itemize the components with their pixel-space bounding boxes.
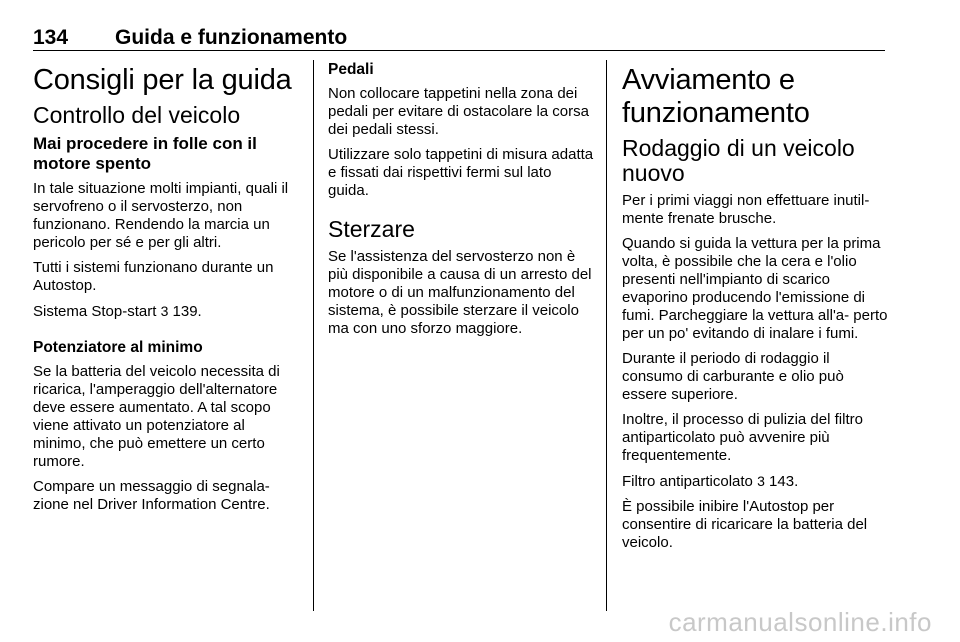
paragraph: Inoltre, il processo di pulizia del filtro antiparticolato può avvenire più frequentemente. — [622, 411, 863, 464]
column-1 — [33, 60, 301, 521]
paragraph: In tale situazione molti impianti, quali il servofreno o il servosterzo, non funzionano. Rendendo la marcia un pericolo per sé e per gli altri. — [33, 180, 289, 251]
paragraph: Non collocare tappetini nella zona dei pedali per evitare di ostacolare la corsa dei pedali stessi. — [328, 85, 589, 138]
reference-text: Sistema Stop-start — [33, 303, 157, 320]
page-ref-arrow-icon: 3 — [757, 473, 765, 489]
reference-page[interactable]: 143. — [769, 473, 799, 490]
watermark: carmanualsonline.info — [668, 607, 932, 637]
paragraph: Se l'assistenza del servosterzo non è più disponibile a causa di un arresto del motore o di un malfunzionamento del sistema, è possibile sterzare il veicolo ma con uno sforzo maggiore. — [328, 248, 592, 337]
paragraph: È possibile inibire l'Autostop per consentire di ricaricare la batteria del veicolo. — [622, 498, 868, 551]
paragraph: Tutti i sistemi funzionano durante un Autostop. — [33, 259, 274, 294]
page-header — [33, 24, 885, 51]
paragraph: Quando si guida la vettura per la prima volta, è possibile che la cera e l'olio presenti nell'impianto di scarico evaporino producendo l'emissione di fumi. Parcheggiare la vettura all'a‐ perto per un po' evitando di inalare i fumi. — [622, 235, 888, 342]
running-title: Guida e funzionamento — [115, 26, 348, 49]
section-title: Consigli per la guida — [33, 64, 292, 96]
topic-heading: Mai procedere in folle con il motore spento — [33, 134, 257, 173]
reference-text: Filtro antiparticolato — [622, 473, 753, 490]
subsection-title: Rodaggio di un veicolo nuovo — [622, 135, 855, 186]
cross-reference — [622, 472, 890, 491]
subsection-title: Controllo del veicolo — [33, 102, 241, 128]
column-2 — [328, 60, 596, 345]
page-number: 134 — [33, 26, 69, 49]
paragraph: Compare un messaggio di segnala‐ zione nel Driver Information Centre. — [33, 478, 270, 513]
paragraph: Per i primi viaggi non effettuare inutil‐ mente frenate brusche. — [622, 192, 870, 227]
page-ref-arrow-icon: 3 — [160, 303, 169, 319]
section-title: Avviamento e funzionamento — [622, 64, 810, 129]
topic-heading: Potenziatore al minimo — [33, 339, 203, 356]
paragraph: Utilizzare solo tappetini di misura adatta e fissati dai rispettivi fermi sul lato guida. — [328, 146, 594, 199]
subsection-title: Sterzare — [328, 216, 415, 242]
paragraph: Se la batteria del veicolo necessita di ricarica, l'amperaggio dell'alternatore deve essere aumentato. A tal scopo viene attivato un potenziatore al minimo, che può emettere un certo rumore. — [33, 363, 280, 470]
column-3 — [622, 60, 890, 559]
reference-page[interactable]: 139. — [172, 303, 202, 320]
column-divider — [313, 60, 314, 611]
column-divider — [606, 60, 607, 611]
paragraph: Durante il periodo di rodaggio il consumo di carburante e olio può essere superiore. — [622, 350, 844, 403]
cross-reference — [33, 302, 301, 321]
topic-heading: Pedali — [328, 61, 374, 78]
